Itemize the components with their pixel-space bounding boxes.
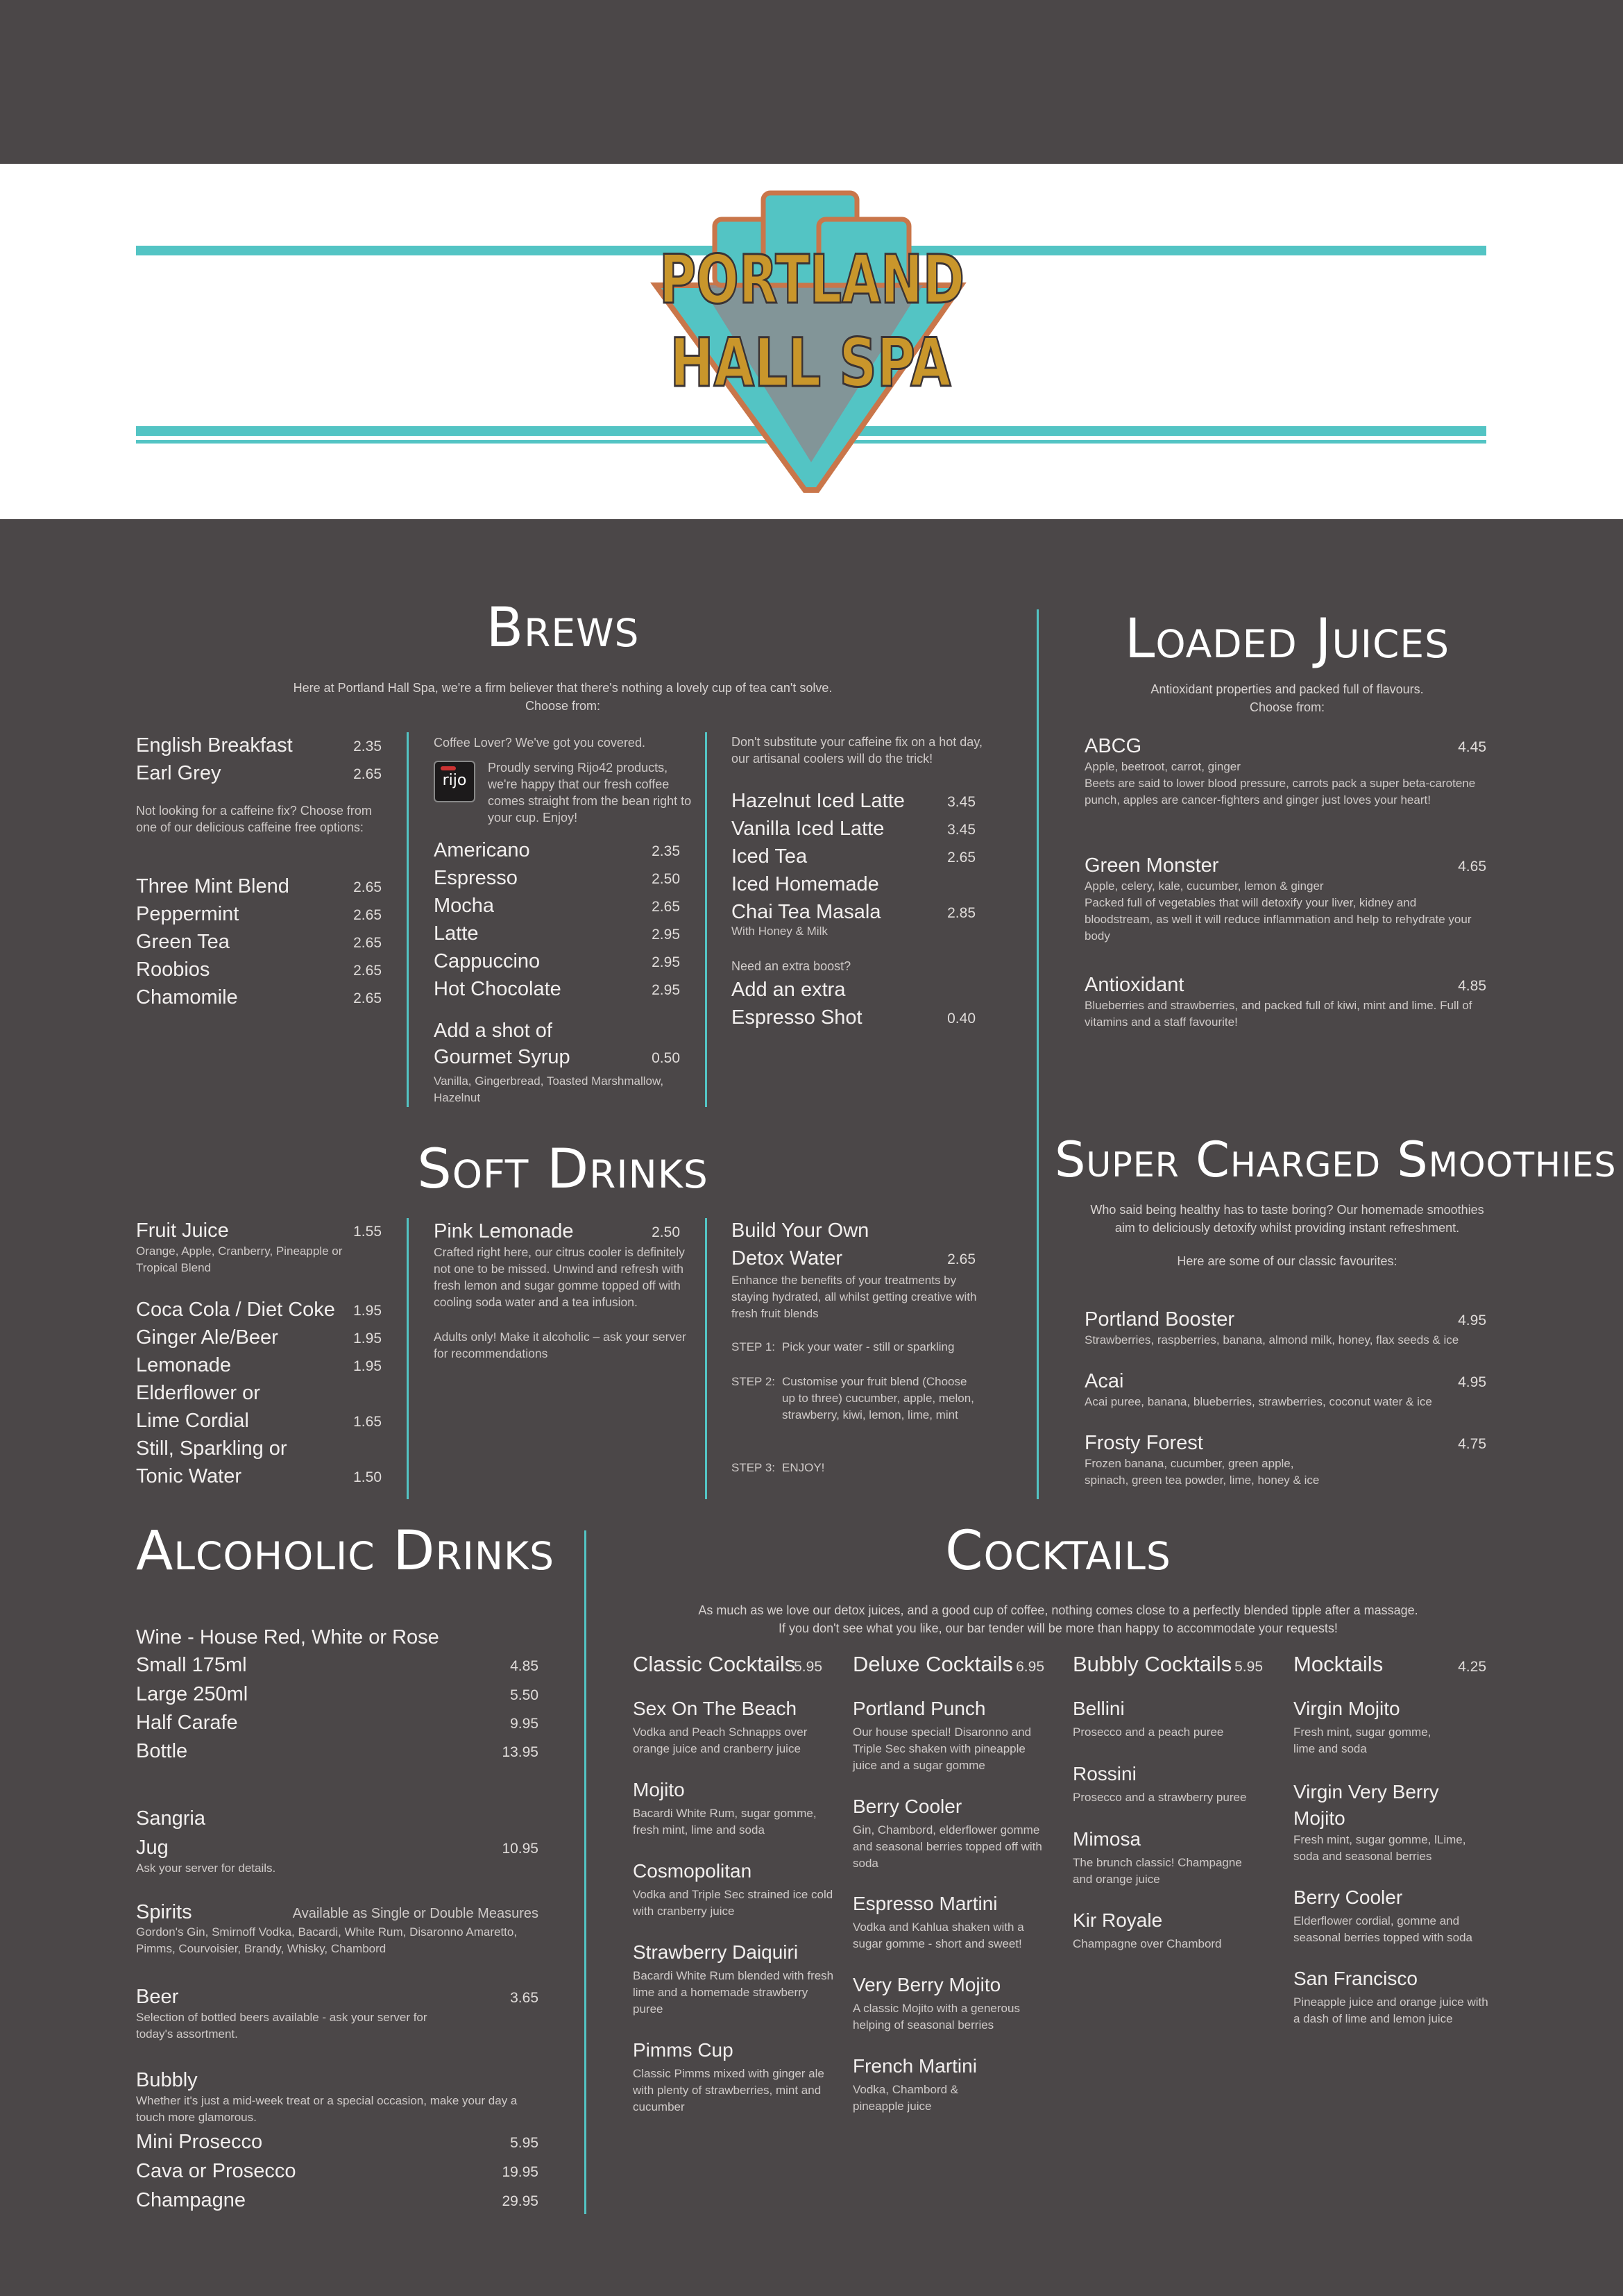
wine-name-3: Bottle — [136, 1740, 188, 1762]
detox-desc: Enhance the benefits of your treatments by staying hydrated, all whilst getting creative with fresh fruit blends — [731, 1274, 977, 1320]
bubbly-price-2: 29.95 — [502, 2193, 538, 2209]
deluxe-item-0-desc: Our house special! Disaronno and Triple Sec shaken with pineapple juice and a sugar gomme — [853, 1725, 1032, 1772]
cocktails-intro-line2: If you don't see what you like, our bar tender will be more than happy to accommodate your requests! — [779, 1621, 1338, 1635]
wine-heading: Wine - House Red, White or Rose — [136, 1626, 439, 1648]
soft-price-0: 1.95 — [353, 1303, 382, 1319]
smoothies-intro — [1082, 1201, 1492, 1270]
classic-item-1-name: Mojito — [633, 1779, 685, 1800]
smoothie-name-2: Frosty Forest — [1085, 1432, 1203, 1454]
bubbly-name: Bubbly — [136, 2069, 198, 2091]
tea-price-1: 2.65 — [353, 766, 382, 782]
juices-intro-line1: Antioxidant properties and packed full of flavours. — [1150, 682, 1424, 696]
smoothie-price-0: 4.95 — [1458, 1312, 1486, 1328]
tea-price-0: 2.35 — [353, 738, 382, 754]
mocktail-2-desc: Elderflower cordial, gomme and seasonal berries topped with soda — [1293, 1914, 1472, 1944]
divider-brews-1 — [407, 732, 409, 1107]
juice-name-1: Green Monster — [1085, 854, 1219, 877]
boost-price: 0.40 — [947, 1011, 976, 1027]
portland-hall-spa-logo — [0, 164, 1623, 519]
classic-price: 5.95 — [794, 1659, 822, 1675]
soft-price-2: 1.95 — [353, 1358, 382, 1374]
coffee-price-0: 2.35 — [652, 843, 680, 859]
wine-price-2: 9.95 — [510, 1716, 538, 1732]
juice-name-2: Antioxidant — [1085, 974, 1184, 996]
bubbly-item-2: Champagne — [136, 2189, 246, 2211]
bubbly-cocktail-2-name: Mimosa — [1073, 1828, 1141, 1850]
classic-heading: Classic Cocktails — [633, 1652, 796, 1676]
beer-price: 3.65 — [510, 1990, 538, 2006]
coffee-price-4: 2.95 — [652, 954, 680, 970]
cooler-name-1: Vanilla Iced Latte — [731, 818, 885, 840]
syrup-note: Vanilla, Gingerbread, Toasted Marshmallow, Hazelnut — [434, 1074, 664, 1104]
spirits-measure: Available as Single or Double Measures — [292, 1906, 538, 1921]
syrup-price: 0.50 — [652, 1050, 680, 1066]
juice-price-0: 4.45 — [1458, 739, 1486, 755]
soft-name-1: Ginger Ale/Beer — [136, 1326, 278, 1349]
alcohol-title: Alcoholic Drinks — [136, 1520, 555, 1582]
soft-name-2: Lemonade — [136, 1354, 232, 1376]
mocktails-price: 4.25 — [1458, 1659, 1486, 1675]
fruit-juice-price: 1.55 — [353, 1224, 382, 1240]
wine-price-1: 5.50 — [510, 1687, 538, 1703]
classic-item-1-desc: Bacardi White Rum, sugar gomme, fresh mint, lime and soda — [633, 1807, 817, 1837]
wine-price-3: 13.95 — [502, 1744, 538, 1760]
pink-lemonade-alc: Adults only! Make it alcoholic – ask your server for recommendations — [434, 1330, 686, 1360]
detox-line1: Build Your Own — [731, 1219, 869, 1242]
herbal-name-4: Chamomile — [136, 986, 238, 1008]
herbal-name-0: Three Mint Blend — [136, 875, 289, 897]
herbal-name-1: Peppermint — [136, 903, 239, 925]
cooler-name-3: Iced Homemade — [731, 873, 879, 895]
brews-intro-line1: Here at Portland Hall Spa, we're a firm believer that there's nothing a lovely cup of tea can't solve. — [293, 681, 833, 695]
coffee-price-2: 2.65 — [652, 899, 680, 915]
classic-item-3-desc: Bacardi White Rum blended with fresh lime and a homemade strawberry puree — [633, 1969, 834, 2016]
classic-item-2-desc: Vodka and Triple Sec strained ice cold with cranberry juice — [633, 1888, 833, 1918]
wine-name-1: Large 250ml — [136, 1683, 248, 1705]
coffee-name-2: Mocha — [434, 895, 495, 917]
classic-item-4-desc: Classic Pimms mixed with ginger ale with plenty of strawberries, mint and cucumber — [633, 2067, 824, 2113]
classic-item-0-name: Sex On The Beach — [633, 1698, 797, 1719]
juices-intro-line2: Choose from: — [1249, 700, 1325, 714]
cooler-price-1: 3.45 — [947, 822, 976, 838]
divider-soft-1 — [407, 1218, 409, 1499]
brews-intro — [136, 679, 989, 715]
bubbly-item-1: Cava or Prosecco — [136, 2160, 296, 2182]
smoothie-price-2: 4.75 — [1458, 1436, 1486, 1452]
brews-title: Brews — [486, 597, 640, 659]
deluxe-item-3-desc: A classic Mojito with a generous helping of seasonal berries — [853, 2002, 1020, 2032]
coffee-price-3: 2.95 — [652, 927, 680, 943]
rijo-logo-icon — [434, 761, 475, 802]
coffee-heading: Coffee Lover? We've got you covered. — [434, 736, 645, 750]
wine-name-2: Half Carafe — [136, 1712, 238, 1734]
soft-price-4: 1.65 — [353, 1414, 382, 1430]
fruit-juice-note: Orange, Apple, Cranberry, Pineapple or Tropical Blend — [136, 1244, 343, 1274]
deluxe-item-4-name: French Martini — [853, 2055, 977, 2077]
soft-name-6: Tonic Water — [136, 1465, 242, 1487]
coffee-price-1: 2.50 — [652, 871, 680, 887]
classic-item-4-name: Pimms Cup — [633, 2039, 733, 2061]
deluxe-item-1-desc: Gin, Chambord, elderflower gomme and seasonal berries topped off with soda — [853, 1823, 1042, 1870]
tea-name-1: Earl Grey — [136, 762, 221, 784]
cooler-price-0: 3.45 — [947, 794, 976, 810]
pink-lemonade-desc: Crafted right here, our citrus cooler is definitely not one to be missed. Unwind and refresh with fresh lemon and sugar gomme topped off with cooling soda water and a tea infusion. — [434, 1245, 685, 1309]
juice-desc-1: Apple, celery, kale, cucumber, lemon & ginger Packed full of vegetables that will detoxify your liver, kidney and bloodstream, as well it will reduce inflammation and help to rehydrate your body — [1085, 879, 1472, 943]
soft-title: Soft Drinks — [417, 1138, 708, 1201]
soft-price-6: 1.50 — [353, 1469, 382, 1485]
herbal-price-3: 2.65 — [353, 963, 382, 979]
smoothies-intro-line2: Here are some of our classic favourites: — [1177, 1254, 1397, 1268]
classic-item-3-name: Strawberry Daiquiri — [633, 1941, 799, 1963]
cooler-name-0: Hazelnut Iced Latte — [731, 790, 905, 812]
mocktail-1-name: Virgin Very Berry Mojito — [1293, 1781, 1439, 1829]
rijo-text: Proudly serving Rijo42 products, we're happy that our fresh coffee comes straight from the bean right to your cup. Enjoy! — [488, 761, 692, 825]
beer-note: Selection of bottled beers available - ask your server for today's assortment. — [136, 2011, 427, 2041]
step3-label: STEP 3: — [731, 1461, 775, 1474]
caffeine-note: Not looking for a caffeine fix? Choose from one of our delicious caffeine free options: — [136, 804, 372, 834]
soft-name-4: Lime Cordial — [136, 1410, 249, 1432]
cooler-price-4: 2.85 — [947, 905, 976, 921]
deluxe-item-2-desc: Vodka and Kahlua shaken with a sugar gomme - short and sweet! — [853, 1921, 1024, 1950]
boost-line1: Add an extra — [731, 979, 846, 1001]
coolers-note: Don't substitute your caffeine fix on a hot day, our artisanal coolers will do the trick! — [731, 735, 983, 766]
juice-price-2: 4.85 — [1458, 978, 1486, 994]
step1-label: STEP 1: — [731, 1340, 775, 1353]
bubbly-cocktails-heading: Bubbly Cocktails — [1073, 1652, 1232, 1676]
mocktail-3-desc: Pineapple juice and orange juice with a dash of lime and lemon juice — [1293, 1995, 1488, 2025]
herbal-price-4: 2.65 — [353, 990, 382, 1006]
cooler-name-4: Chai Tea Masala — [731, 901, 881, 923]
mocktail-0-name: Virgin Mojito — [1293, 1698, 1400, 1719]
bubbly-cocktail-0-name: Bellini — [1073, 1698, 1125, 1719]
smoothie-price-1: 4.95 — [1458, 1374, 1486, 1390]
step3-text: ENJOY! — [782, 1461, 825, 1474]
brews-intro-line2: Choose from: — [525, 699, 601, 713]
rijo-logo-text: rijo — [442, 772, 467, 789]
pink-lemonade-name: Pink Lemonade — [434, 1220, 574, 1242]
herbal-price-2: 2.65 — [353, 935, 382, 951]
boost-note: Need an extra boost? — [731, 959, 851, 973]
step2-text: Customise your fruit blend (Choose up to three) cucumber, apple, melon, strawberry, kiwi, lemon, lime, mint — [782, 1375, 974, 1421]
juice-desc-2: Blueberries and strawberries, and packed full of kiwi, mint and lime. Full of vitamins and a staff favourite! — [1085, 999, 1472, 1029]
smoothie-desc-2: Frozen banana, cucumber, green apple, spinach, green tea powder, lime, honey & ice — [1085, 1457, 1320, 1487]
mocktail-2-name: Berry Cooler — [1293, 1886, 1403, 1908]
coffee-price-5: 2.95 — [652, 982, 680, 998]
header-banner — [0, 164, 1623, 519]
deluxe-price: 6.95 — [1016, 1659, 1044, 1675]
cocktails-title: Cocktails — [945, 1520, 1171, 1582]
smoothies-title: Super Charged Smoothies — [1055, 1131, 1617, 1188]
wine-price-0: 4.85 — [510, 1658, 538, 1674]
fruit-juice-name: Fruit Juice — [136, 1219, 229, 1242]
spirits-list: Gordon's Gin, Smirnoff Vodka, Bacardi, White Rum, Disaronno Amaretto, Pimms, Courvoisier, Brandy, Whisky, Chambord — [136, 1925, 518, 1955]
spirits-name: Spirits — [136, 1901, 192, 1923]
bubbly-price-0: 5.95 — [510, 2135, 538, 2151]
syrup-line1: Add a shot of — [434, 1020, 552, 1042]
cocktails-intro-line1: As much as we love our detox juices, and a good cup of coffee, nothing comes close to a perfectly blended tipple after a massage. — [698, 1603, 1418, 1617]
juices-title: Loaded Juices — [1124, 608, 1450, 670]
boost-line2: Espresso Shot — [731, 1006, 863, 1029]
smoothie-desc-0: Strawberries, raspberries, banana, almond milk, honey, flax seeds & ice — [1085, 1333, 1459, 1347]
herbal-price-0: 2.65 — [353, 879, 382, 895]
coffee-name-3: Latte — [434, 922, 479, 945]
bubbly-cocktail-3-name: Kir Royale — [1073, 1909, 1163, 1931]
wine-name-0: Small 175ml — [136, 1654, 247, 1676]
brand-line1: PORTLAND — [659, 241, 965, 319]
bubbly-cocktails-price: 5.95 — [1234, 1659, 1263, 1675]
brand-line2: HALL SPA — [670, 324, 951, 402]
divider-alcohol — [584, 1530, 586, 2214]
tea-name-0: English Breakfast — [136, 734, 293, 757]
deluxe-item-4-desc: Vodka, Chambord & pineapple juice — [853, 2083, 959, 2113]
divider-main — [1037, 609, 1039, 1499]
smoothie-name-0: Portland Booster — [1085, 1308, 1235, 1331]
bubbly-note: Whether it's just a mid-week treat or a special occasion, make your day a touch more glamorous. — [136, 2094, 518, 2124]
bubbly-price-1: 19.95 — [502, 2164, 538, 2180]
syrup-line2: Gourmet Syrup — [434, 1046, 570, 1068]
mocktail-0-desc: Fresh mint, sugar gomme, lime and soda — [1293, 1725, 1431, 1755]
bubbly-cocktail-3-desc: Champagne over Chambord — [1073, 1937, 1222, 1950]
smoothie-name-1: Acai — [1085, 1370, 1124, 1392]
deluxe-item-3-name: Very Berry Mojito — [853, 1974, 1001, 1995]
divider-brews-2 — [705, 732, 707, 1107]
classic-item-0-desc: Vodka and Peach Schnapps over orange juice and cranberry juice — [633, 1725, 808, 1755]
soft-price-1: 1.95 — [353, 1331, 382, 1347]
coffee-name-1: Espresso — [434, 867, 518, 889]
step1-text: Pick your water - still or sparkling — [782, 1340, 955, 1353]
deluxe-item-0-name: Portland Punch — [853, 1698, 986, 1719]
sangria-note: Ask your server for details. — [136, 1862, 276, 1875]
deluxe-heading: Deluxe Cocktails — [853, 1652, 1013, 1676]
bubbly-cocktail-2-desc: The brunch classic! Champagne and orange juice — [1073, 1856, 1242, 1886]
cocktails-intro — [611, 1601, 1506, 1637]
jug-name: Jug — [136, 1837, 169, 1859]
deluxe-item-2-name: Espresso Martini — [853, 1893, 998, 1914]
juice-price-1: 4.65 — [1458, 859, 1486, 875]
smoothie-desc-1: Acai puree, banana, blueberries, strawberries, coconut water & ice — [1085, 1395, 1432, 1408]
herbal-name-3: Roobios — [136, 959, 210, 981]
chai-note: With Honey & Milk — [731, 925, 828, 938]
coffee-name-5: Hot Chocolate — [434, 978, 561, 1000]
mocktail-1-desc: Fresh mint, sugar gomme, lLime, soda and seasonal berries — [1293, 1833, 1466, 1863]
herbal-price-1: 2.65 — [353, 907, 382, 923]
juices-intro — [1069, 680, 1506, 716]
beer-name: Beer — [136, 1986, 179, 2008]
step2-label: STEP 2: — [731, 1375, 775, 1388]
bubbly-item-0: Mini Prosecco — [136, 2131, 263, 2153]
mocktail-3-name: San Francisco — [1293, 1968, 1418, 1989]
bubbly-cocktail-1-desc: Prosecco and a strawberry puree — [1073, 1791, 1247, 1804]
juice-name-0: ABCG — [1085, 735, 1142, 757]
mocktails-heading: Mocktails — [1293, 1652, 1384, 1676]
deluxe-item-1-name: Berry Cooler — [853, 1796, 962, 1817]
bubbly-cocktail-1-name: Rossini — [1073, 1763, 1137, 1784]
smoothies-intro-line1: Who said being healthy has to taste boring? Our homemade smoothies aim to deliciously detoxify whilst providing instant refreshment. — [1090, 1203, 1484, 1235]
soft-name-0: Coca Cola / Diet Coke — [136, 1299, 335, 1321]
soft-name-5: Still, Sparkling or — [136, 1437, 287, 1460]
detox-line2: Detox Water — [731, 1247, 843, 1269]
cooler-price-2: 2.65 — [947, 850, 976, 866]
detox-price: 2.65 — [947, 1251, 976, 1267]
coffee-name-0: Americano — [434, 839, 530, 861]
soft-name-3: Elderflower or — [136, 1382, 260, 1404]
herbal-name-2: Green Tea — [136, 931, 230, 953]
coffee-name-4: Cappuccino — [434, 950, 541, 972]
juice-desc-0: Apple, beetroot, carrot, ginger Beets are said to lower blood pressure, carrots pack a super beta-carotene punch, apples are cancer-fighters and ginger just loves your heart! — [1085, 760, 1476, 807]
divider-soft-2 — [705, 1218, 707, 1499]
cooler-name-2: Iced Tea — [731, 845, 808, 868]
pink-lemonade-price: 2.50 — [652, 1224, 680, 1240]
bubbly-cocktail-0-desc: Prosecco and a peach puree — [1073, 1725, 1224, 1739]
jug-price: 10.95 — [502, 1841, 538, 1857]
sangria-heading: Sangria — [136, 1807, 205, 1830]
classic-item-2-name: Cosmopolitan — [633, 1860, 752, 1882]
